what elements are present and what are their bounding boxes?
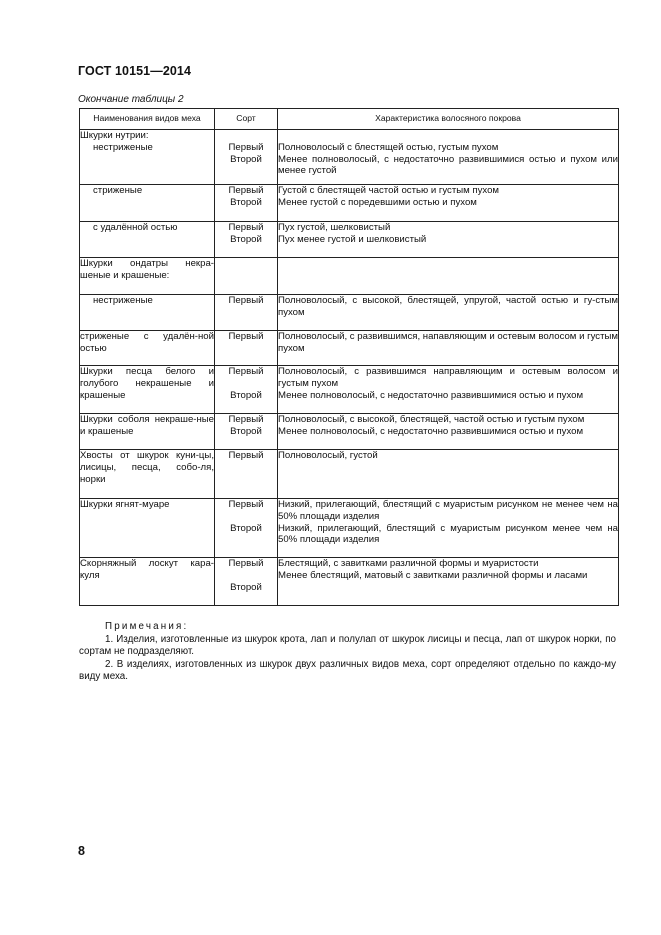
- fur-name: Шкурки нутрии:: [80, 130, 149, 141]
- grade-first: Первый: [228, 366, 264, 377]
- grade-cell: [215, 450, 278, 499]
- description-second: Пух менее густой и шелковистый: [278, 233, 427, 245]
- grade-first: Первый: [228, 450, 264, 461]
- grade-cell: [215, 130, 278, 185]
- grade-second: Второй: [230, 522, 262, 534]
- grade-first: Первый: [228, 295, 264, 306]
- description-first: Пух густой, шелковистый: [278, 222, 391, 233]
- grade-first: Первый: [228, 499, 264, 510]
- table-row: [80, 258, 619, 295]
- description-first: Низкий, прилегающий, блестящий с муаристым рисунком не менее чем на 50% площади изделия: [278, 499, 618, 522]
- grade-cell: [215, 331, 278, 366]
- grade-cell: [215, 499, 278, 558]
- grade-second: Второй: [230, 233, 262, 245]
- fur-grade-table: [79, 108, 619, 606]
- description-cell: [278, 185, 619, 222]
- notes-title: Примечания:: [105, 621, 189, 632]
- fur-subname: нестриженые: [93, 295, 153, 306]
- note-item: 2. В изделиях, изготовленных из шкурок двух различных видов меха, сорт определяют отдельно по каждо-му виду меха.: [79, 658, 616, 683]
- table-row: [80, 185, 619, 222]
- table-row: [80, 450, 619, 499]
- grade-first: Первый: [228, 222, 264, 233]
- table-row: [80, 414, 619, 450]
- fur-name-cell: Хвосты от шкурок куни-цы, лисицы, песца, собо-ля, норки: [80, 450, 215, 499]
- grade-second: Второй: [230, 389, 262, 401]
- description-cell: [278, 499, 619, 558]
- description-cell: [278, 130, 619, 185]
- grade-second: Второй: [230, 425, 262, 437]
- fur-name-cell: Шкурки песца белого и голубого некрашеные и крашеные: [80, 366, 215, 414]
- description-cell: [278, 331, 619, 366]
- table-row: [80, 331, 619, 366]
- grade-cell: [215, 558, 278, 606]
- fur-name-cell: [80, 185, 215, 222]
- description-first: Густой с блестящей частой остью и густым пухом: [278, 185, 500, 196]
- description-cell: [278, 366, 619, 414]
- table-row: [80, 130, 619, 185]
- header-desc: Характеристика волосяного покрова: [278, 109, 619, 130]
- description-first: Полноволосый с блестящей остью, густым пухом: [278, 141, 499, 153]
- header-name: Наименования видов меха: [80, 109, 215, 130]
- fur-name-cell: Скорняжный лоскут кара-куля: [80, 558, 215, 606]
- description-second: Менее полноволосый, с недостаточно развившимися остью и пухом: [278, 389, 584, 401]
- grade-first: Первый: [228, 141, 264, 153]
- page-number: 8: [78, 844, 85, 858]
- table-row: [80, 222, 619, 258]
- grade-second: Второй: [230, 581, 262, 593]
- notes-section: [79, 621, 616, 684]
- description-first: Полноволосый, с развившимся, напавляющим и остевым волосом и густым пухом: [278, 331, 618, 354]
- description-first: Полноволосый, с развившимся направляющим и остевым волосом и густым пухом: [278, 366, 618, 389]
- note-item: 1. Изделия, изготовленные из шкурок крота, лап и полулап от шкурок лисицы и песца, лап от шкурок норки, по сортам не подразделяют.: [79, 633, 616, 658]
- fur-name-cell: Шкурки соболя некраше-ные и крашеные: [80, 414, 215, 450]
- grade-cell: [215, 222, 278, 258]
- table-row: [80, 366, 619, 414]
- fur-subname: стриженые: [93, 185, 143, 196]
- description-second: Низкий, прилегающий, блестящий с муаристым рисунком менее чем на 50% площади изделия: [278, 522, 618, 546]
- description-cell: [278, 414, 619, 450]
- document-code: ГОСТ 10151—2014: [78, 64, 192, 78]
- grade-cell: [215, 258, 278, 295]
- description-second: Менее густой с поредевшими остью и пухом: [278, 196, 477, 208]
- description-cell: [278, 295, 619, 331]
- description-first: Блестящий, с завитками различной формы и муаристости: [278, 558, 539, 569]
- table-row: [80, 499, 619, 558]
- description-first: Полноволосый, с высокой, блестящей, частой остью и густым пухом: [278, 414, 585, 425]
- fur-name-cell: [80, 295, 215, 331]
- grade-first: Первый: [228, 558, 264, 569]
- description-cell: [278, 450, 619, 499]
- description-cell: [278, 222, 619, 258]
- fur-name-cell: [80, 222, 215, 258]
- grade-cell: [215, 366, 278, 414]
- grade-second: Второй: [230, 196, 262, 208]
- description-second: Менее блестящий, матовый с завитками различной формы и ласами: [278, 569, 588, 581]
- fur-subname: нестриженые: [93, 141, 153, 153]
- description-cell: [278, 558, 619, 606]
- grade-cell: [215, 414, 278, 450]
- table-header-row: [80, 109, 619, 130]
- table-row: [80, 295, 619, 331]
- fur-name-cell: стриженые с удалён-ной остью: [80, 331, 215, 366]
- table-row: [80, 558, 619, 606]
- fur-name-cell: [80, 130, 215, 185]
- description-second: Менее полноволосый, с недостаточно развившимися остью и пухом или менее густой: [278, 153, 618, 177]
- description-second: Менее полноволосый, с недостаточно развившимися остью и пухом: [278, 425, 584, 437]
- grade-second: Второй: [230, 153, 262, 165]
- description-cell: [278, 258, 619, 295]
- table-caption: Окончание таблицы 2: [78, 94, 184, 105]
- grade-first: Первый: [228, 185, 264, 196]
- description-first: Полноволосый, с высокой, блестящей, упругой, частой остью и гу-стым пухом: [278, 295, 618, 318]
- grade-cell: [215, 295, 278, 331]
- grade-first: Первый: [228, 414, 264, 425]
- fur-name-cell: Шкурки ондатры некра-шеные и крашеные:: [80, 258, 215, 295]
- fur-subname: с удалённой остью: [93, 222, 178, 233]
- header-sort: Сорт: [215, 109, 278, 130]
- description-first: Полноволосый, густой: [278, 450, 378, 461]
- grade-first: Первый: [228, 331, 264, 342]
- grade-cell: [215, 185, 278, 222]
- fur-name-cell: Шкурки ягнят-муаре: [80, 499, 215, 558]
